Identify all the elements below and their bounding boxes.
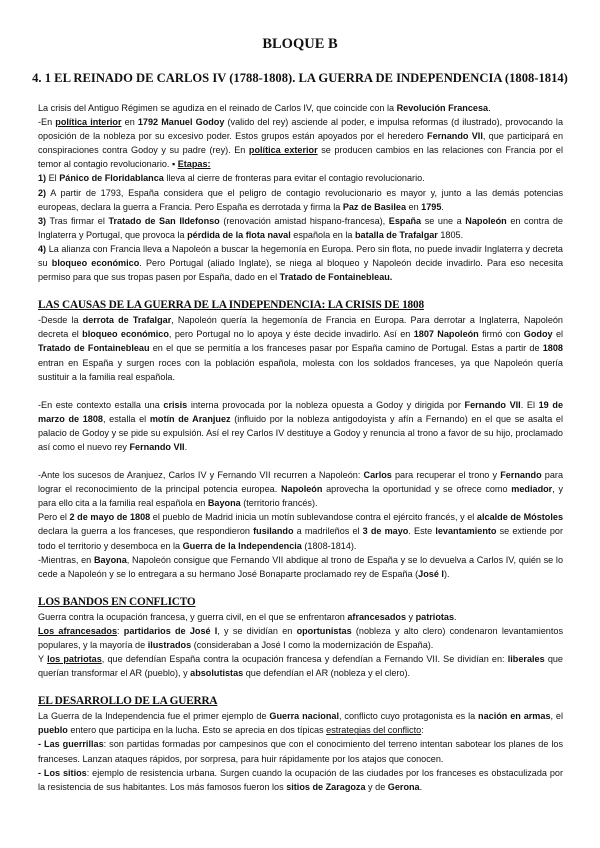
text-run: firmó con <box>478 329 524 340</box>
emphasized-text: los patriotas <box>47 654 102 665</box>
text-run: , y se dividían en <box>217 625 297 636</box>
emphasized-text: pérdida de la flota naval <box>187 229 291 240</box>
emphasized-text: Fernando VII <box>427 131 483 142</box>
paragraph <box>38 186 563 214</box>
paragraph <box>38 709 563 737</box>
emphasized-text: alcalde de Móstoles <box>476 512 563 523</box>
text-run: : ejemplo de resistencia urbana. Surgen cuando la ocupación de las ciudades por los franceses es obstaculizada por la resistencia de sus habitantes. Los más famosos fueron los <box>38 767 564 792</box>
emphasized-text: 3) <box>38 215 47 226</box>
text-run: . <box>488 103 491 113</box>
text-run: el <box>552 329 564 340</box>
text-run: el pueblo de Madrid inicia un motín sublevandose contra el ejército francés, y el <box>150 512 477 523</box>
text-run: Guerra contra la ocupación francesa, y guerra civil, en el que se enfrentaron <box>38 611 348 622</box>
text-run: . Pero Portugal (aliado Inglate), se niega al bloqueo y Napoleón decide invadirlo. Para eso necesita permiso para que sus tropas pasen por España, dado en el <box>38 258 563 283</box>
text-run: -En este contexto estalla una <box>38 399 164 410</box>
text-run: -Desde la <box>38 315 83 326</box>
paragraph <box>38 624 563 652</box>
text-run: interna provocada por la nobleza opuesta a Godoy y dirigida por <box>187 399 465 410</box>
emphasized-text: Carlos <box>363 470 392 481</box>
text-run: , que participará en conspiraciones contra Godoy y su padre (rey). En <box>38 131 564 156</box>
text-run: aprovecha la oportunidad y se ofrece como <box>322 484 512 495</box>
text-run: se une a <box>421 215 466 226</box>
emphasized-text: Bayona <box>93 554 127 565</box>
emphasized-text: Pánico de Floridablanca <box>59 173 164 184</box>
emphasized-text: bloqueo económico <box>82 329 169 340</box>
text-run: ). <box>443 568 450 579</box>
text-run: . <box>184 441 188 452</box>
text-run: a madrileños el <box>293 526 363 537</box>
emphasized-text: crisis <box>163 399 188 410</box>
text-run: , conflicto cuyo protagonista es la <box>339 711 479 722</box>
emphasized-text: sitios de Zaragoza <box>286 781 366 792</box>
emphasized-text: Gerona <box>387 781 420 792</box>
text-run: (nobleza y alto clero) condenaron levantamientos populares, y la mayoría de <box>38 625 563 650</box>
text-run: . Este <box>408 526 436 537</box>
emphasized-text: bloqueo económico <box>51 258 140 269</box>
text-run: 1805. <box>437 229 464 240</box>
emphasized-text: 2 de mayo de 1808 <box>69 512 151 523</box>
emphasized-text: Bayona <box>207 498 241 509</box>
emphasized-text: 1807 Napoleón <box>413 329 479 340</box>
text-run: . <box>454 611 457 622</box>
text-run: que defendían el AR (nobleza y el clero). <box>243 668 411 679</box>
emphasized-text: Guerra nacional <box>269 711 339 722</box>
emphasized-text: Fernando <box>500 470 542 481</box>
text-run: en el que se permitía a los franceses pasar por España camino de Portugal. Estas a partir de <box>149 343 543 354</box>
text-run: (consideraban a José I como la modernización de España). <box>191 640 434 650</box>
emphasized-text: Godoy <box>523 329 553 340</box>
emphasized-text: ilustrados <box>147 640 192 650</box>
emphasized-text: 1) <box>38 173 47 184</box>
emphasized-text: - Las guerrillas <box>38 739 104 750</box>
text-run: en <box>121 117 138 128</box>
text-run: -Ante los sucesos de Aranjuez, Carlos IV y Fernando VII recurren a Napoleón: <box>38 470 364 481</box>
emphasized-text: afrancesados <box>347 611 407 622</box>
text-run: (valido del rey) asciende al poder, e impulsa reformas (d ilustrado), provocando la oposición de la nobleza por su excesivo poder. Estos grupos están apoyados por el heredero <box>38 117 564 142</box>
emphasized-text: pueblo <box>38 725 68 736</box>
emphasized-text: estrategias del conflicto <box>326 725 422 736</box>
text-run: Y <box>38 654 48 665</box>
text-run: (1808-1814). <box>301 540 357 551</box>
text-run: para recuperar el trono y <box>391 470 501 481</box>
text-run: : <box>117 625 124 636</box>
emphasized-text: levantamiento <box>435 526 497 537</box>
emphasized-text: Fernando VII <box>129 441 185 452</box>
text-run: española en la <box>290 229 355 240</box>
text-run: Pero el <box>38 512 70 523</box>
text-run: . <box>419 781 423 792</box>
emphasized-text: Paz de Basilea <box>342 201 406 212</box>
emphasized-text: José I <box>418 568 444 579</box>
section-heading: LOS BANDOS EN CONFLICTO <box>38 595 196 608</box>
emphasized-text: 1808 <box>542 343 563 354</box>
emphasized-text: Etapas: <box>177 159 211 170</box>
emphasized-text: Napoleón <box>280 484 323 495</box>
emphasized-text: 3 de mayo <box>362 526 409 537</box>
text-run: , Napoleón quería la hegemonía de Francia en Europa. Para derrotar a Inglaterra, Napoleón decreta el <box>38 315 563 340</box>
text-run: La Guerra de la Independencia fue el primer ejemplo de <box>38 711 270 722</box>
emphasized-text: - Los sitios <box>38 767 87 778</box>
text-run: se extiende por todo el territorio y desemboca en la <box>38 526 563 551</box>
text-run: en <box>406 201 422 212</box>
paragraph <box>38 510 563 552</box>
text-run: declara la guerra a los franceses, que respondieron <box>38 526 254 537</box>
text-run: -En <box>38 117 56 128</box>
text-run: La crisis del Antiguo Régimen se agudiza en el reinado de Carlos IV, que coincide con la <box>38 103 397 113</box>
paragraph <box>38 766 563 794</box>
emphasized-text: partidarios de José I <box>123 625 218 636</box>
emphasized-text: 1792 Manuel Godoy <box>137 117 225 128</box>
paragraph <box>38 398 563 454</box>
emphasized-text: Tratado de Fontainebleau. <box>279 272 393 283</box>
emphasized-text: oportunistas <box>296 625 352 636</box>
text-run: y <box>406 611 416 622</box>
emphasized-text: Fernando VII <box>464 399 521 410</box>
emphasized-text: España <box>388 215 422 226</box>
text-run: entran en España y surgen roces con la población española, molesta con los soldados franceses, ya que Napoleón quería sustituir a la familia real española. <box>38 357 563 382</box>
emphasized-text: derrota de Trafalgar <box>82 315 172 326</box>
paragraph <box>38 242 563 284</box>
paragraph <box>38 737 563 765</box>
paragraph <box>38 115 563 171</box>
text-run: se producen cambios en las relaciones con Francia por el temor al contagio revolucionario. ▪ <box>38 145 563 170</box>
text-run: : son partidas formadas por campesinos que con el conocimiento del terreno intentan sabotear los planes de los franceses. Lanzan ataques rápidos, por sorpresa, para huir rápidamente por los atajos que conocen. <box>38 739 564 764</box>
emphasized-text: Guerra de la Independencia <box>182 540 302 551</box>
emphasized-text: motín de Aranjuez <box>149 413 231 424</box>
text-run: , y para ello cita a la familia real española en <box>38 484 563 509</box>
emphasized-text: nación en armas <box>478 711 551 722</box>
emphasized-text: Revolución Francesa <box>396 103 489 113</box>
paragraph <box>38 214 563 242</box>
text-run: en contra de Inglaterra y Portugal, que provoca la <box>38 215 563 240</box>
text-run: (influido por la nobleza antigodoyista y afín a Fernando) en el que se asalta el palacio de Godoy y se pide su expulsión. Así el rey Carlos IV destituye a Godoy y renuncia al trono a favor de su hijo, proclamado así como el nuevo rey <box>38 413 564 452</box>
paragraph <box>38 171 563 185</box>
emphasized-text: Napoleón <box>465 215 507 226</box>
text-run: El <box>46 173 60 184</box>
emphasized-text: 1795 <box>421 201 442 212</box>
text-run: -Mientras, en <box>38 554 94 565</box>
text-run: Tras firmar el <box>46 215 109 226</box>
text-run: que querían transformar el AR (pueblo), y <box>38 654 563 679</box>
text-run: entero que participa en la lucha. Esto se aprecia en dos típicas <box>67 725 327 736</box>
emphasized-text: política interior <box>55 117 122 128</box>
emphasized-text: fusilando <box>253 526 294 537</box>
emphasized-text: política exterior <box>248 145 318 156</box>
emphasized-text: liberales <box>507 654 545 665</box>
emphasized-text: 4) <box>38 243 47 254</box>
section-heading: EL DESARROLLO DE LA GUERRA <box>38 695 218 708</box>
text-run: . <box>441 201 444 212</box>
text-run: , el <box>550 711 563 722</box>
text-run: para lograr el reconocimiento de la principal potencia europea. <box>38 470 564 495</box>
emphasized-text: mediador <box>511 484 553 495</box>
text-run: (territorio francés). <box>240 498 318 509</box>
document-title: BLOQUE B <box>262 36 338 52</box>
paragraph <box>38 101 563 115</box>
paragraph <box>38 610 563 624</box>
text-run: , Napoleón consigue que Fernando VII abdique al trono de España y se lo devuelva a Carlos IV, quién se lo cede a Napoleón y se lo entregara a su hermano José Bonaparte proclamado rey de España ( <box>38 554 564 579</box>
text-run: , que defendían España contra la ocupación francesa y defendían a Fernando VII. Se dividían en: <box>101 654 508 665</box>
text-run: A partir de 1793, España considera que el peligro de contagio revolucionario es mayor y, junto a las demás potencias europeas, declara la guerra a Francia. Pero España es derrotada y firma la <box>38 187 563 212</box>
emphasized-text: Los afrancesados <box>38 625 118 636</box>
text-run: . El <box>520 399 539 410</box>
chapter-heading: 4. 1 EL REINADO DE CARLOS IV (1788-1808). LA GUERRA DE INDEPENDENCIA (1808-1814) <box>32 71 568 85</box>
emphasized-text: absolutistas <box>190 668 244 679</box>
text-run: , estalla el <box>102 413 150 424</box>
paragraph <box>38 468 563 510</box>
text-run: , pero Portugal no lo apoya y éste decide invadirlo. Así en <box>168 329 414 340</box>
paragraph <box>38 313 563 383</box>
emphasized-text: batalla de Trafalgar <box>354 229 438 240</box>
emphasized-text: Tratado de Fontainebleau <box>38 343 150 354</box>
text-run: : <box>421 725 424 736</box>
emphasized-text: Tratado de San Ildefonso <box>108 215 220 226</box>
text-run: La alianza con Francia lleva a Napoleón a buscar la hegemonía en Europa. Pero sin flota, no puede invadir Inglaterra y decreta su <box>38 243 563 269</box>
emphasized-text: 19 de marzo de 1808 <box>38 399 563 424</box>
document-body <box>38 101 563 794</box>
paragraph <box>38 652 563 680</box>
text-run: (renovación amistad hispano-francesa), <box>219 215 389 226</box>
emphasized-text: 2) <box>38 187 47 198</box>
emphasized-text: patriotas <box>415 611 455 622</box>
section-heading: LAS CAUSAS DE LA GUERRA DE LA INDEPENDENCIA: LA CRISIS DE 1808 <box>38 299 424 312</box>
text-run: y de <box>365 781 388 792</box>
paragraph <box>38 553 563 581</box>
text-run: lleva al cierre de fronteras para evitar el contagio revolucionario. <box>163 173 425 184</box>
